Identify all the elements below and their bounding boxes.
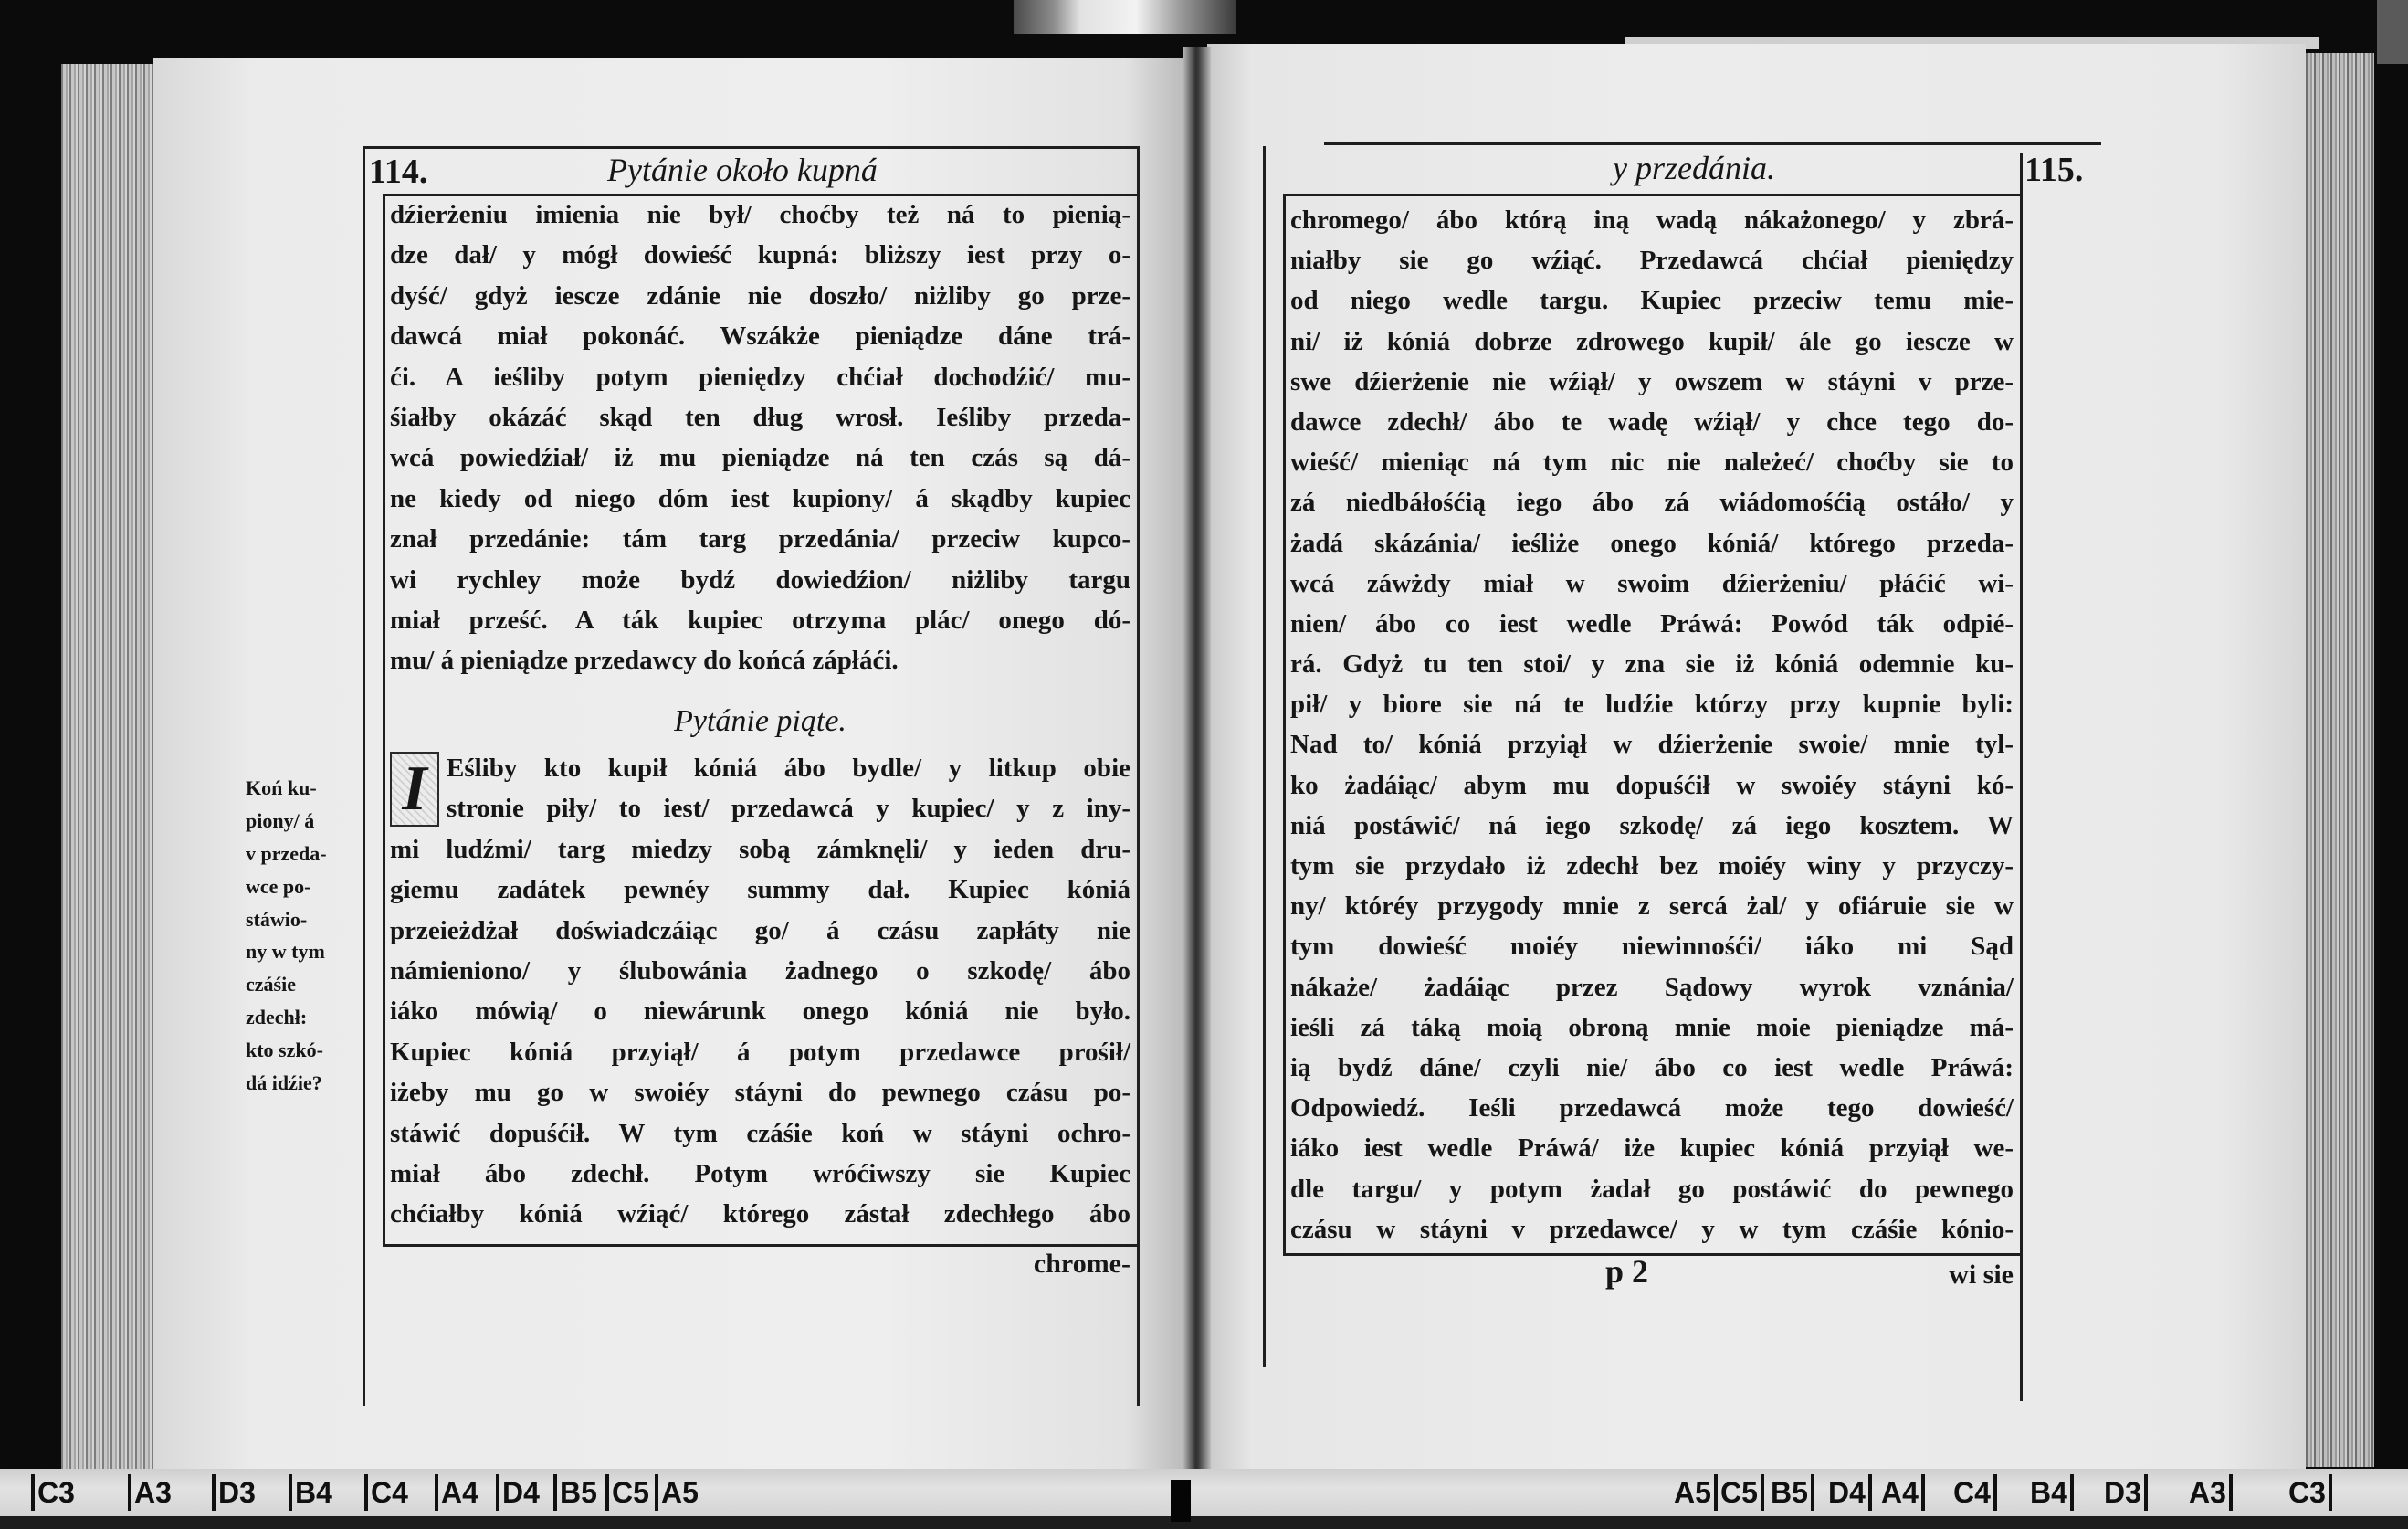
- text-line: iáko mówią/ o niewárunk onego kóniá nie było.: [390, 996, 1130, 1027]
- frame-rule: [1283, 194, 1286, 1255]
- text-line: niá postáwić/ ná iego szkodę/ zá iego kosztem. W: [1290, 810, 2014, 840]
- text-line: ieśli zá táką moią obroną mnie moie pieniądze má-: [1290, 1012, 2014, 1042]
- margin-note-line: zdechł:: [246, 1006, 308, 1029]
- color-bar-label: D3: [212, 1474, 256, 1511]
- scan-bottom-edge: [0, 1516, 2408, 1529]
- drop-cap-initial: I: [390, 752, 439, 827]
- text-line: mu/ á pieniądze przedawcy do końcá zápłáći.: [390, 646, 899, 676]
- text-line: dle targu/ y potym żadał go postáwić do pewnego: [1290, 1174, 2014, 1204]
- text-line: ko żadáiąc/ abym mu dopuśćił w swoiéy stáyni kó-: [1290, 770, 2014, 800]
- color-bar-label: B5: [1771, 1474, 1814, 1511]
- color-bar-label: D3: [2104, 1474, 2148, 1511]
- section-heading: Pytánie piąte.: [674, 704, 846, 738]
- color-bar-label: B4: [2030, 1474, 2074, 1511]
- frame-rule: [363, 146, 1140, 149]
- text-line: od niego wedle targu. Kupiec przeciw temu mie-: [1290, 286, 2014, 316]
- book-gutter: [1183, 47, 1211, 1472]
- text-line: nákaże/ żadáiąc przez Sądowy wyrok vznánia/: [1290, 972, 2014, 1002]
- text-line: żadá skázánia/ ieśliże onego kóniá/ którego przeda-: [1290, 528, 2014, 558]
- text-line: tym dowieść moiéy niewinnośći/ iáko mi Sąd: [1290, 932, 2014, 962]
- text-line: wcá záwżdy miał w swoim dźierżeniu/ płáćić wi-: [1290, 568, 2014, 598]
- text-line: czásu w stáyni v przedawce/ y w tym czáśie kónio-: [1290, 1214, 2014, 1244]
- text-line: pił/ y biore sie ná te ludźie którzy przy kupnie byli:: [1290, 690, 2014, 720]
- frame-rule: [2020, 153, 2023, 1401]
- margin-note-line: kto szkó-: [246, 1039, 323, 1062]
- catchword: wi sie: [1949, 1260, 2014, 1290]
- frame-rule: [1283, 1253, 2023, 1256]
- margin-note-line: piony/ á: [246, 808, 315, 832]
- text-line: Nad to/ kóniá przyiął w dźierżenie swoie/ mnie tyl-: [1290, 730, 2014, 760]
- text-line: nien/ ábo co iest wedle Práwá: Powód ták odpié-: [1290, 608, 2014, 638]
- color-bar-label: A3: [128, 1474, 172, 1511]
- text-line: ći. A ieśliby potym pieniędzy chćiał dochodźić/ mu-: [390, 362, 1130, 392]
- text-line: zá niedbáłośćią iego ábo zá wiádomośćią ostáło/ y: [1290, 488, 2014, 518]
- left-page-edges: [61, 64, 153, 1471]
- text-line: stáwić dopuśćił. W tym czáśie koń w stáyni ochro-: [390, 1118, 1130, 1148]
- page-number: 115.: [2024, 151, 2084, 189]
- text-line: znał przedánie: tám targ przedánia/ przeciw kupco-: [390, 524, 1130, 554]
- frame-rule: [1263, 146, 1266, 1367]
- scanner-corner: [2377, 0, 2408, 64]
- text-line: ne kiedy od niego dóm iest kupiony/ á skądby kupiec: [390, 483, 1130, 513]
- text-line: wcá powiedźiał/ iż mu pieniądze ná ten czás są dá-: [390, 443, 1130, 473]
- frame-rule: [1283, 194, 2023, 196]
- margin-note-line: wce po-: [246, 874, 311, 898]
- text-line: śiałby okázáć skąd ten dług wrosł. Ieśliby przeda-: [390, 402, 1130, 432]
- text-line: Eśliby kto kupił kóniá ábo bydle/ y litkup obie: [447, 754, 1130, 783]
- text-line: iżeby mu go w swoiéy stáyni do pewnego czásu po-: [390, 1078, 1130, 1108]
- running-head: Pytánie około kupná: [607, 152, 878, 188]
- text-line: ni/ iż kóniá dobrze zdrowego kupił/ ále go iescze w: [1290, 326, 2014, 356]
- scanner-edge: [1014, 0, 1236, 34]
- color-bar-label: A5: [1674, 1474, 1718, 1511]
- registration-mark: [1171, 1480, 1191, 1522]
- frame-rule: [1324, 142, 2101, 145]
- text-line: dze dał/ y mógł dowieść kupná: bliższy iest przy o-: [390, 240, 1130, 270]
- text-line: giemu zadátek pewnéy summy dał. Kupiec kóniá: [390, 875, 1130, 905]
- right-page-edges: [2306, 53, 2374, 1467]
- text-line: miał ábo zdechł. Potym wróćiwszy sie Kupiec: [390, 1158, 1130, 1188]
- frame-rule: [383, 194, 385, 1246]
- color-bar-label: D4: [496, 1474, 540, 1511]
- text-line: dźierżeniu imienia nie był/ choćby też ná to pienią-: [390, 200, 1130, 229]
- color-bar-label: B5: [553, 1474, 597, 1511]
- text-line: ny/ któréy przygody mnie z sercá żal/ y ofiáruie sie w: [1290, 891, 2014, 922]
- text-line: chromego/ ábo którą iną wadą nákażonego/ y zbrá-: [1290, 206, 2014, 235]
- frame-rule: [383, 1244, 1140, 1247]
- color-bar-label: C4: [364, 1474, 408, 1511]
- text-line: ią bydź dáne/ czyli nie/ ábo co iest wedle Práwá:: [1290, 1052, 2014, 1082]
- margin-note-line: v przeda-: [246, 841, 327, 865]
- color-bar-label: A3: [2189, 1474, 2233, 1511]
- margin-note-line: ny w tym: [246, 940, 325, 964]
- margin-note-line: dá idźie?: [246, 1071, 322, 1095]
- text-line: wi rychley może bydź dowiedźion/ niżliby targu: [390, 564, 1130, 595]
- margin-note-line: stáwio-: [246, 907, 308, 931]
- running-head: y przedánia.: [1613, 150, 1775, 186]
- text-line: námieniono/ y ślubowánia żadnego o szkodę/ ábo: [390, 955, 1130, 986]
- text-line: Odpowiedź. Ieśli przedawcá może tego dowieść/: [1290, 1093, 2014, 1123]
- text-line: Kupiec kóniá przyiął/ á potym przedawce prośił/: [390, 1037, 1130, 1067]
- text-line: miał prześć. A ták kupiec otrzyma plác/ onego dó-: [390, 605, 1130, 635]
- text-line: mi ludźmi/ targ miedzy sobą zámknęli/ y ieden dru-: [390, 834, 1130, 864]
- color-bar-label: C5: [1720, 1474, 1764, 1511]
- color-bar-label: C3: [2288, 1474, 2332, 1511]
- text-line: stronie piły/ to iest/ przedawcá y kupiec/ y z iny-: [447, 794, 1130, 824]
- text-line: niałby sie go wźiąć. Przedawcá chćiał pieniędzy: [1290, 246, 2014, 276]
- color-bar-label: A4: [1881, 1474, 1925, 1511]
- color-bar-label: D4: [1828, 1474, 1872, 1511]
- text-line: tym sie przydało iż zdechł bez moiéy winy y przyczy-: [1290, 851, 2014, 880]
- margin-note-line: czáśie: [246, 973, 296, 996]
- left-text-block-1: [390, 195, 1130, 681]
- text-line: swe dźierżenie nie wźiął/ y owszem w stáyni v prze-: [1290, 366, 2014, 396]
- color-bar-label: B4: [289, 1474, 332, 1511]
- margin-note-line: Koń ku-: [246, 776, 317, 799]
- text-line: rá. Gdyż tu ten stoi/ y zna sie iż kóniá odemnie ku-: [1290, 649, 2014, 680]
- text-line: chćiałby kóniá wźiąć/ którego zástał zdechłego ábo: [390, 1199, 1130, 1229]
- text-line: dyść/ gdyż iescze zdánie nie doszło/ niżliby go prze-: [390, 280, 1130, 311]
- margin-note: [246, 772, 364, 1100]
- right-text-block: [1290, 200, 2014, 1250]
- color-bar-label: A5: [655, 1474, 699, 1511]
- page-number: 114.: [369, 153, 428, 191]
- color-bar-label: C5: [605, 1474, 649, 1511]
- frame-rule: [1137, 146, 1140, 1406]
- signature-mark: p 2: [1605, 1253, 1649, 1290]
- catchword: chrome-: [1033, 1249, 1130, 1279]
- text-line: iáko iest wedle Práwá/ iże kupiec kóniá przyiął we-: [1290, 1134, 2014, 1164]
- text-line: dawcá miał pokonáć. Wszákże pieniądze dáne trá-: [390, 322, 1130, 352]
- text-line: wieść/ mieniąc ná tym nic nie należeć/ choćby sie to: [1290, 448, 2014, 478]
- text-line: przeieżdżał doświadczáiąc go/ á czásu zapłáty nie: [390, 915, 1130, 945]
- color-bar-label: C4: [1953, 1474, 1997, 1511]
- color-bar-label: A4: [435, 1474, 478, 1511]
- text-line: dawce zdechł/ ábo te wadę wźiął/ y chce tego do-: [1290, 406, 2014, 437]
- color-bar-label: C3: [31, 1474, 75, 1511]
- left-text-block-2: [390, 748, 1130, 1235]
